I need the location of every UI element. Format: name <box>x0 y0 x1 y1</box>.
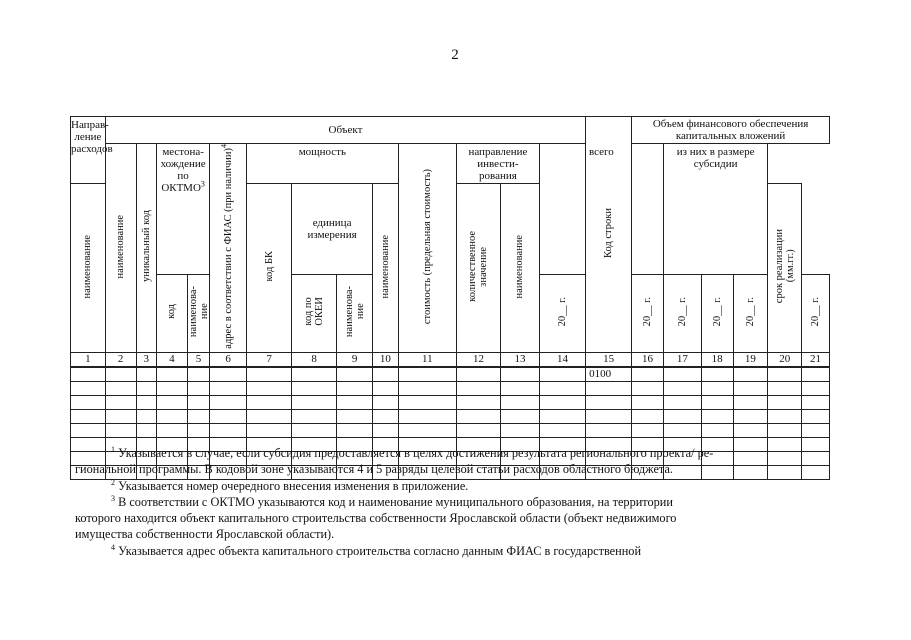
table-cell <box>210 381 247 395</box>
table-cell <box>210 409 247 423</box>
page-number: 2 <box>451 47 459 63</box>
table-cell <box>337 367 373 381</box>
table-cell <box>105 395 136 409</box>
column-number: 2 <box>105 352 136 366</box>
row-code-header: Код строки <box>586 117 632 353</box>
year-header: 20__ г. <box>802 274 830 352</box>
column-number: 19 <box>733 352 768 366</box>
column-number: 1 <box>71 352 106 366</box>
table-cell <box>292 409 337 423</box>
table-cell <box>768 423 802 437</box>
object-name-header: наименование <box>105 144 136 353</box>
table-cell <box>540 395 586 409</box>
table-cell <box>398 395 456 409</box>
table-cell <box>157 395 188 409</box>
table-row <box>71 367 830 381</box>
table-cell <box>247 409 292 423</box>
address-header: адрес в соответствии с ФИАС (при наличии)$^4$ <box>210 144 247 353</box>
table-cell <box>733 409 768 423</box>
column-number: 3 <box>136 352 156 366</box>
column-number: 13 <box>501 352 540 366</box>
table-cell <box>768 409 802 423</box>
table-cell <box>187 381 210 395</box>
table-cell <box>398 367 456 381</box>
table-cell <box>540 423 586 437</box>
column-number: 8 <box>292 352 337 366</box>
table-cell <box>136 423 156 437</box>
column-number: 16 <box>632 352 664 366</box>
capital-investment-table <box>70 116 830 426</box>
year-header: 20__ г. <box>663 274 701 352</box>
footnote-continuation: имущества собственности Ярославской области). <box>75 527 335 542</box>
column-number: 10 <box>373 352 399 366</box>
table-cell <box>373 395 399 409</box>
table-cell <box>136 367 156 381</box>
footnote: $^3$ В соответствии с ОКТМО указываются код и наименование муниципального образования, на территории <box>111 493 673 509</box>
table-cell <box>247 381 292 395</box>
table-cell <box>586 423 632 437</box>
column-number-row <box>71 352 830 366</box>
table-cell <box>247 395 292 409</box>
table-cell <box>292 367 337 381</box>
table-cell <box>663 367 701 381</box>
table-cell <box>337 395 373 409</box>
year-header: 20__ г. <box>539 274 585 352</box>
table-cell <box>337 423 373 437</box>
footnote-continuation: гиональной программы. В кодовой зоне указываются 4 и 5 разряды целевой статьи расходов областного бюджета. <box>75 462 673 477</box>
footnote: $^4$ Указывается адрес объекта капитального строительства согласно данным ФИАС в государственной <box>111 542 642 558</box>
table-cell <box>457 423 501 437</box>
column-number: 5 <box>187 352 210 366</box>
column-number: 9 <box>337 352 373 366</box>
cost-header: стоимость (предельная стоимость) <box>398 144 456 353</box>
unique-code-header: уникальный код <box>136 144 156 353</box>
name-header: наименование <box>71 184 106 353</box>
unit-header: единица измерения <box>292 184 373 275</box>
table-cell <box>768 395 802 409</box>
table-cell <box>701 395 733 409</box>
table-cell <box>71 367 106 381</box>
table-cell <box>398 423 456 437</box>
table-cell <box>663 409 701 423</box>
table-cell <box>210 423 247 437</box>
table-row <box>71 381 830 395</box>
table-cell <box>157 423 188 437</box>
table-cell <box>105 367 136 381</box>
invest-name-header: наименование <box>501 184 540 353</box>
row-code-cell: 0100 <box>586 367 632 381</box>
table-cell <box>768 367 802 381</box>
table-cell <box>632 409 664 423</box>
column-number: 15 <box>586 352 632 366</box>
year-header: 20__ г. <box>701 274 733 352</box>
table-row <box>71 409 830 423</box>
table-cell <box>71 381 106 395</box>
column-number: 12 <box>456 352 500 366</box>
table-cell <box>802 409 830 423</box>
table-cell <box>373 367 399 381</box>
table-cell <box>71 409 106 423</box>
table-cell <box>701 381 733 395</box>
table-cell <box>733 423 768 437</box>
table-cell <box>802 395 830 409</box>
year-header: 20__ г. <box>733 274 768 352</box>
table-cell <box>501 423 540 437</box>
table-cell <box>210 395 247 409</box>
table-cell <box>632 367 664 381</box>
capacity-header: мощность <box>247 144 399 184</box>
table-cell <box>663 381 701 395</box>
finance-header: Объем финансового обеспечения капитальных вложений <box>632 117 830 144</box>
table-cell <box>632 395 664 409</box>
table-cell <box>187 423 210 437</box>
table-cell <box>187 409 210 423</box>
table-cell <box>247 367 292 381</box>
table-cell <box>292 395 337 409</box>
table-cell <box>501 381 540 395</box>
table-cell <box>501 395 540 409</box>
table-cell <box>701 423 733 437</box>
table-cell <box>701 409 733 423</box>
table-cell <box>586 395 632 409</box>
table-cell <box>733 395 768 409</box>
table-cell <box>136 409 156 423</box>
table-row <box>71 395 830 409</box>
table-cell <box>398 409 456 423</box>
table-cell <box>292 381 337 395</box>
table-cell <box>157 381 188 395</box>
table-cell <box>373 423 399 437</box>
table-cell <box>337 409 373 423</box>
table-cell <box>157 409 188 423</box>
location-name-header: наименова- ние <box>187 274 210 352</box>
table-cell <box>540 381 586 395</box>
table-cell <box>136 381 156 395</box>
table-cell <box>105 409 136 423</box>
footnote: $^1$ Указывается в случае, если субсидия предоставляется в целях достижения результата регионального проекта/ ре- <box>111 444 714 460</box>
table-cell <box>501 409 540 423</box>
table-cell <box>136 395 156 409</box>
footnotes <box>75 445 827 559</box>
table-cell <box>802 367 830 381</box>
table-cell <box>457 409 501 423</box>
location-header: местона- хождение по ОКТМО$^3$ <box>157 144 210 275</box>
table-cell <box>701 367 733 381</box>
table-cell <box>292 423 337 437</box>
footnote: $^2$ Указывается номер очередного внесения изменения в приложение. <box>111 477 469 493</box>
table-cell <box>247 423 292 437</box>
column-number: 4 <box>157 352 188 366</box>
table-cell <box>210 367 247 381</box>
column-number: 7 <box>247 352 292 366</box>
table-cell <box>632 381 664 395</box>
table-cell <box>663 395 701 409</box>
table-cell <box>373 409 399 423</box>
table-cell <box>398 381 456 395</box>
column-number: 18 <box>701 352 733 366</box>
table-cell <box>540 409 586 423</box>
object-header: Объект <box>105 117 585 144</box>
table-cell <box>187 367 210 381</box>
table-cell <box>373 381 399 395</box>
table-cell <box>733 381 768 395</box>
table-cell <box>663 423 701 437</box>
table-cell <box>632 423 664 437</box>
subsidy-header: из них в размере субсидии <box>663 144 767 275</box>
table-cell <box>586 381 632 395</box>
table-cell <box>501 367 540 381</box>
table-cell <box>802 381 830 395</box>
column-number: 21 <box>802 352 830 366</box>
total-header: всего <box>539 144 663 275</box>
table-cell <box>157 367 188 381</box>
table-cell <box>540 367 586 381</box>
table-cell <box>187 395 210 409</box>
capacity-name-header: наименование <box>373 184 399 353</box>
table-cell <box>457 367 501 381</box>
footnote-continuation: которого находится объект капитального строительства собственности Ярославской области (объект недвижимого <box>75 511 677 526</box>
table-cell <box>733 367 768 381</box>
year-header: 20__ г. <box>632 274 664 352</box>
table-cell <box>71 395 106 409</box>
column-number: 14 <box>539 352 585 366</box>
quantity-header: количественное значение <box>456 184 500 353</box>
okei-header: код по ОКЕИ <box>292 274 337 352</box>
table-row <box>71 423 830 437</box>
kbk-header: код БК <box>247 184 292 353</box>
location-code-header: код <box>157 274 188 352</box>
column-number: 6 <box>210 352 247 366</box>
direction-header: Направ- ление расходов <box>71 117 106 184</box>
table-cell <box>586 409 632 423</box>
table-cell <box>457 381 501 395</box>
deadline-header: срок реализации (мм.гг.) <box>768 184 802 353</box>
table-cell <box>71 423 106 437</box>
column-number: 17 <box>663 352 701 366</box>
invest-direction-header: направление инвести- рования <box>456 144 539 184</box>
table-cell <box>337 381 373 395</box>
table-cell <box>802 423 830 437</box>
table-cell <box>105 423 136 437</box>
column-number: 20 <box>768 352 802 366</box>
unit-name-header: наименова- ние <box>337 274 373 352</box>
table-cell <box>457 395 501 409</box>
column-number: 11 <box>398 352 456 366</box>
table-cell <box>768 381 802 395</box>
table-cell <box>105 381 136 395</box>
